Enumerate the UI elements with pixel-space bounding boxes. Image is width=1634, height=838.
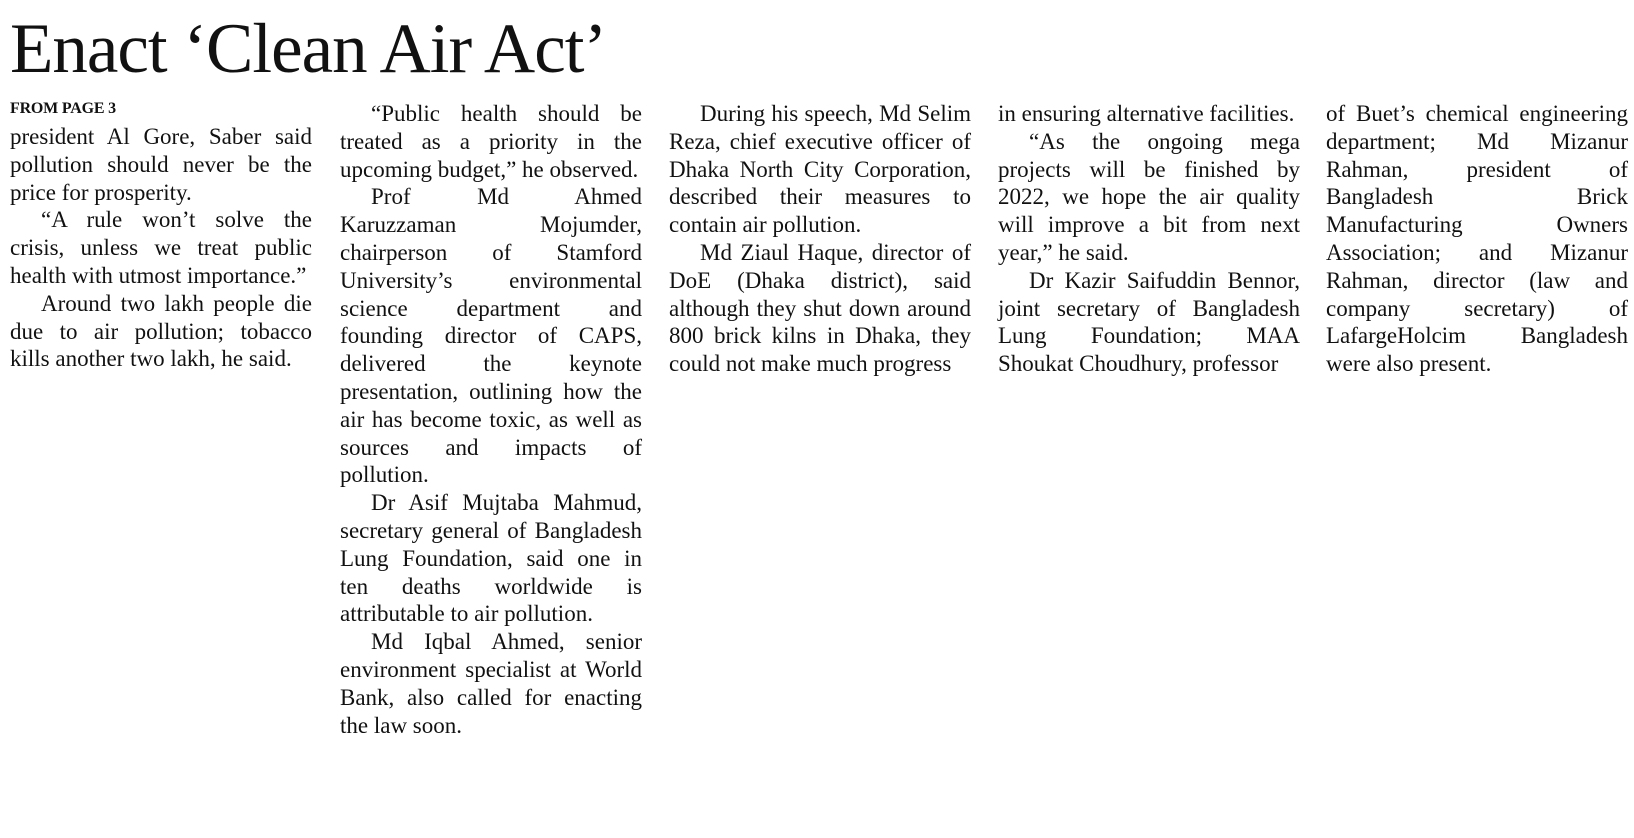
article-headline: Enact ‘Clean Air Act’ — [10, 10, 607, 88]
paragraph: Dr Asif Mujtaba Mahmud, secretary general of Bangladesh Lung Foundation, said one in ten deaths worldwide is attributable to air pollution. — [340, 490, 642, 627]
paragraph: Around two lakh people die due to air pollution; tobacco kills another two lakh, he said. — [10, 290, 312, 372]
paragraph: “As the ongoing mega projects will be finished by 2022, we hope the air quality will improve a bit from next year,” he said. — [998, 128, 1300, 265]
paragraph: president Al Gore, Saber said pollution should never be the price for prosperity. — [10, 124, 312, 205]
text-column-3 — [669, 100, 971, 378]
paragraph: Md Iqbal Ahmed, senior environment specialist at World Bank, also called for enacting the law soon. — [340, 629, 642, 738]
text-column-4 — [998, 100, 1300, 378]
text-column-1 — [10, 123, 312, 373]
paragraph: “A rule won’t solve the crisis, unless we treat public health with utmost importance.” — [10, 207, 312, 288]
jump-label: FROM PAGE 3 — [10, 100, 116, 117]
paragraph: of Buet’s chemical engineering department; Md Mizanur Rahman, president of Bangladesh Brick Manufacturing Owners Association; and Mizanur Rahman, director (law and company secretary) of LafargeHolcim Bangladesh were also present. — [1326, 101, 1628, 377]
paragraph: Md Ziaul Haque, director of DoE (Dhaka district), said although they shut down around 800 brick kilns in Dhaka, they could not make much progress — [669, 239, 971, 377]
text-column-5 — [1326, 100, 1628, 378]
paragraph: Prof Md Ahmed Karuzzaman Mojumder, chairperson of Stamford University’s environmental science department and founding director of CAPS, delivered the keynote presentation, outlining how the air has become toxic, as well as sources and impacts of pollution. — [340, 184, 642, 488]
paragraph: in ensuring alternative facilities. — [998, 101, 1295, 126]
paragraph: “Public health should be treated as a priority in the upcoming budget,” he observed. — [340, 101, 642, 182]
paragraph: Dr Kazir Saifuddin Bennor, joint secretary of Bangladesh Lung Foundation; MAA Shoukat Choudhury, professor — [998, 267, 1300, 377]
text-column-2 — [340, 100, 642, 739]
paragraph: During his speech, Md Selim Reza, chief executive officer of Dhaka North City Corporation, described their measures to contain air pollution. — [669, 101, 971, 238]
